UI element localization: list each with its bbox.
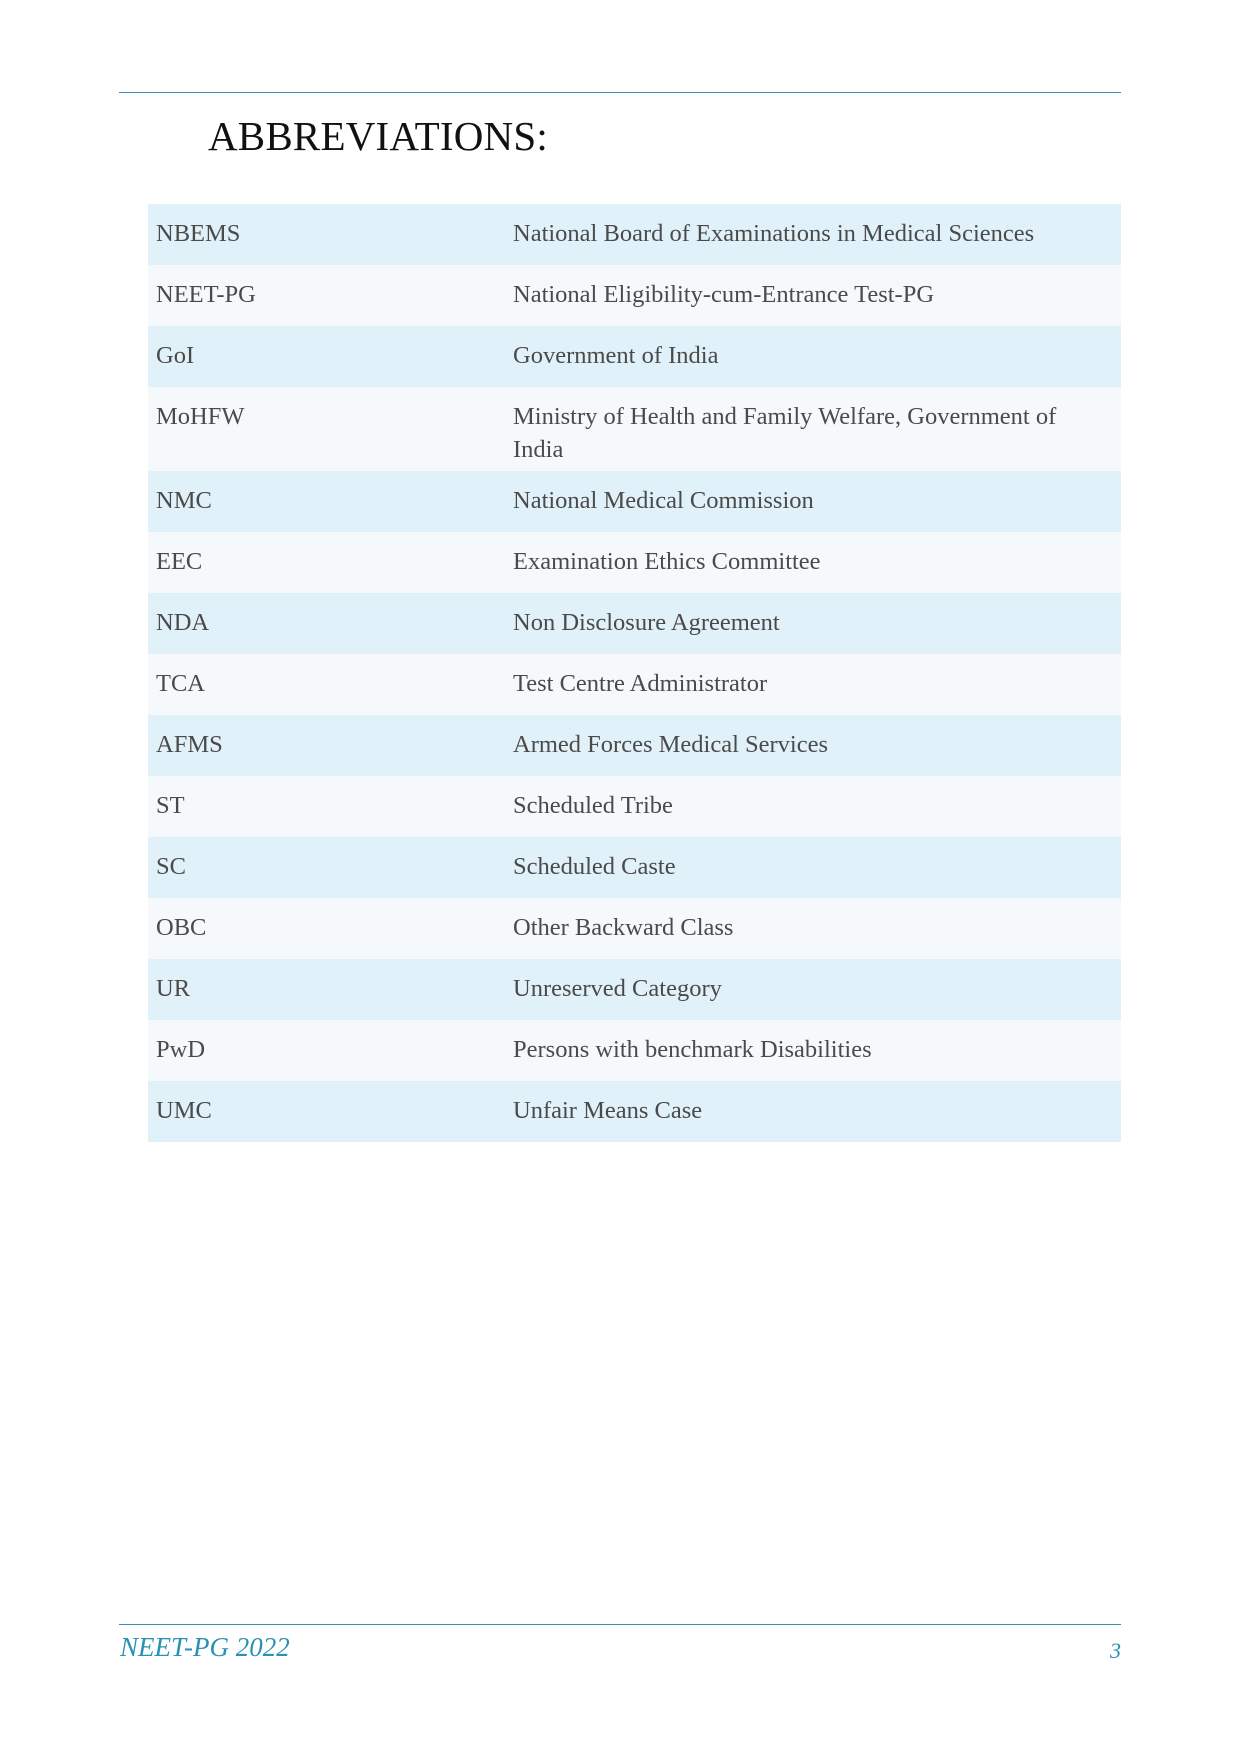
- expansion-cell: Government of India: [513, 342, 719, 369]
- table-row: [148, 326, 1121, 387]
- expansion-cell: Test Centre Administrator: [513, 670, 768, 697]
- expansion-cell: National Eligibility-cum-Entrance Test-PG: [513, 281, 935, 308]
- page-number: 3: [1110, 1638, 1121, 1663]
- abbreviation-cell: GoI: [156, 342, 195, 369]
- abbreviation-cell: UR: [156, 975, 191, 1002]
- table-row: [148, 898, 1121, 959]
- table-row: [148, 715, 1121, 776]
- abbreviation-cell: UMC: [156, 1097, 212, 1124]
- expansion-cell: National Board of Examinations in Medical Sciences: [513, 220, 1035, 247]
- page-title: ABBREVIATIONS:: [208, 113, 548, 159]
- footer-rule: [119, 1624, 1121, 1625]
- expansion-cell: Scheduled Caste: [513, 853, 676, 880]
- footer-document-name: NEET-PG 2022: [120, 1632, 290, 1662]
- abbreviation-cell: NMC: [156, 487, 212, 514]
- expansion-cell: Armed Forces Medical Services: [513, 731, 828, 758]
- abbreviation-cell: MoHFW: [156, 403, 245, 430]
- table-row: [148, 471, 1121, 532]
- abbreviation-cell: TCA: [156, 670, 205, 697]
- table-row: [148, 837, 1121, 898]
- table-row: [148, 204, 1121, 265]
- abbreviation-cell: AFMS: [156, 731, 223, 758]
- abbreviation-cell: NEET-PG: [156, 281, 256, 308]
- table-row: [148, 593, 1121, 654]
- abbreviation-cell: OBC: [156, 914, 207, 941]
- table-row: [148, 387, 1121, 471]
- abbreviation-cell: NBEMS: [156, 220, 241, 247]
- expansion-cell: National Medical Commission: [513, 487, 814, 514]
- expansion-cell: Examination Ethics Committee: [513, 548, 821, 575]
- expansion-cell: Other Backward Class: [513, 914, 734, 941]
- table-row: [148, 532, 1121, 593]
- abbreviation-cell: PwD: [156, 1036, 206, 1063]
- abbreviations-table: [148, 204, 1121, 1142]
- table-row: [148, 776, 1121, 837]
- expansion-cell: Unfair Means Case: [513, 1097, 703, 1124]
- table-row: [148, 1081, 1121, 1142]
- expansion-cell: Ministry of Health and Family Welfare, Government of India: [513, 403, 1057, 463]
- abbreviation-cell: SC: [156, 853, 186, 880]
- expansion-cell: Unreserved Category: [513, 975, 722, 1002]
- table-row: [148, 1020, 1121, 1081]
- table-row: [148, 265, 1121, 326]
- expansion-cell: Persons with benchmark Disabilities: [513, 1036, 872, 1063]
- header-rule: [119, 92, 1121, 93]
- abbreviation-cell: NDA: [156, 609, 210, 636]
- expansion-cell: Scheduled Tribe: [513, 792, 673, 819]
- abbreviation-cell: ST: [156, 792, 185, 819]
- table-row: [148, 959, 1121, 1020]
- expansion-cell: Non Disclosure Agreement: [513, 609, 780, 636]
- abbreviation-cell: EEC: [156, 548, 203, 575]
- table-row: [148, 654, 1121, 715]
